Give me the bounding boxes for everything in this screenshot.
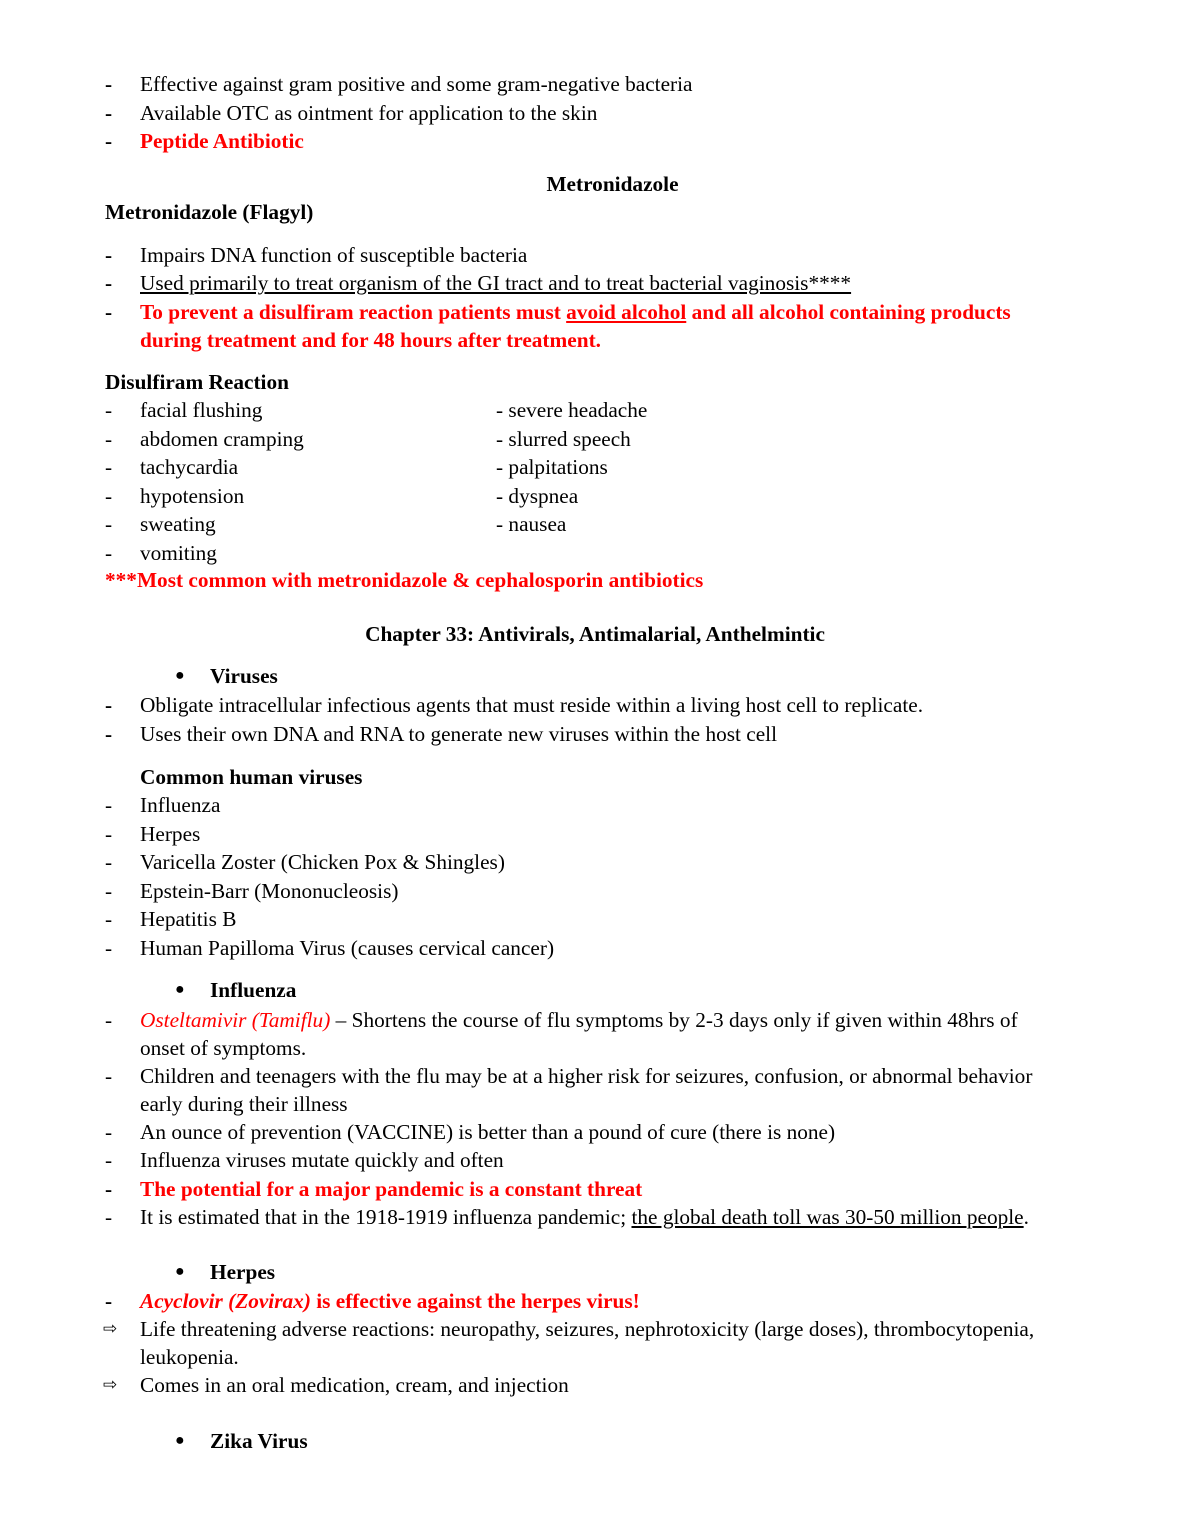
dash-marker: - bbox=[105, 101, 113, 125]
arrow-list-item bbox=[0, 1371, 1190, 1399]
virus-list-item bbox=[0, 877, 1190, 905]
list-item-text: Impairs DNA function of susceptible bacteria bbox=[140, 243, 528, 267]
dash-marker: - bbox=[105, 1120, 113, 1144]
virus-name: Epstein-Barr (Mononucleosis) bbox=[140, 879, 399, 903]
symptom-right: - severe headache bbox=[496, 398, 648, 422]
list-item bbox=[0, 691, 1190, 719]
list-item bbox=[0, 70, 1190, 98]
list-item bbox=[0, 99, 1190, 127]
symptom-row bbox=[0, 510, 1190, 538]
bullet-heading-text: Influenza bbox=[210, 978, 297, 1002]
tamiflu-drug-name: Osteltamivir (Tamiflu) bbox=[140, 1008, 331, 1032]
dash-marker: - bbox=[105, 722, 113, 746]
tamiflu-line bbox=[140, 1006, 1018, 1034]
bullet-heading-influenza bbox=[0, 976, 1190, 1004]
list-item bbox=[0, 127, 1190, 155]
estimate-text: It is estimated that in the 1918-1919 influenza pandemic; bbox=[140, 1205, 632, 1229]
virus-list-item bbox=[0, 848, 1190, 876]
dash-marker: - bbox=[105, 850, 113, 874]
section-title-metronidazole: Metronidazole bbox=[546, 172, 679, 196]
bullet-heading-text: Herpes bbox=[210, 1260, 276, 1284]
list-item-text: Effective against gram positive and some gram-negative bacteria bbox=[140, 72, 693, 96]
list-item-text: Used primarily to treat organism of the GI tract and to treat bacterial vaginosis**** bbox=[140, 271, 852, 295]
dash-marker: - bbox=[105, 693, 113, 717]
list-item-continuation bbox=[0, 1034, 1190, 1062]
list-item-continuation bbox=[0, 1090, 1190, 1118]
list-item bbox=[0, 1062, 1190, 1090]
avoid-alcohol-text: avoid alcohol bbox=[566, 300, 687, 324]
symptom-row bbox=[0, 539, 1190, 567]
dash-marker: - bbox=[105, 455, 113, 479]
right-arrow-icon: ⇨ bbox=[103, 1375, 118, 1395]
list-item bbox=[0, 269, 1190, 297]
symptom-row bbox=[0, 482, 1190, 510]
estimate-period: . bbox=[1023, 1205, 1029, 1229]
dash-marker: - bbox=[105, 1148, 113, 1172]
pandemic-estimate bbox=[140, 1203, 1029, 1231]
virus-name: Influenza bbox=[140, 793, 221, 817]
virus-list-item bbox=[0, 791, 1190, 819]
peptide-antibiotic-text: Peptide Antibiotic bbox=[140, 129, 304, 153]
disulfiram-note-text: ***Most common with metronidazole & cephalosporin antibiotics bbox=[105, 568, 704, 592]
virus-list-item bbox=[0, 905, 1190, 933]
list-item-text: Life threatening adverse reactions: neuropathy, seizures, nephrotoxicity (large doses), thrombocytopenia, bbox=[140, 1317, 1035, 1341]
symptom-left: facial flushing bbox=[140, 398, 263, 422]
drug-heading bbox=[0, 198, 1190, 226]
list-item-text-line2: early during their illness bbox=[140, 1092, 348, 1116]
list-item-text-line2: leukopenia. bbox=[140, 1345, 239, 1369]
list-item-text: Uses their own DNA and RNA to generate new viruses within the host cell bbox=[140, 722, 778, 746]
dash-marker: - bbox=[105, 484, 113, 508]
list-item bbox=[0, 1203, 1190, 1231]
dash-marker: - bbox=[105, 1177, 113, 1201]
bullet-dot-icon: ● bbox=[175, 1263, 185, 1280]
acyclovir-line bbox=[140, 1287, 640, 1315]
dash-marker: - bbox=[105, 1289, 113, 1313]
list-item-text: Available OTC as ointment for application to the skin bbox=[140, 101, 598, 125]
dash-marker: - bbox=[105, 512, 113, 536]
virus-name: Herpes bbox=[140, 822, 201, 846]
dash-marker: - bbox=[105, 398, 113, 422]
list-item bbox=[0, 1146, 1190, 1174]
list-item-text: Obligate intracellular infectious agents that must reside within a living host cell to replicate. bbox=[140, 693, 924, 717]
bullet-dot-icon: ● bbox=[175, 667, 185, 684]
dash-marker: - bbox=[105, 907, 113, 931]
bullet-heading-text: Viruses bbox=[210, 664, 278, 688]
dash-marker: - bbox=[105, 936, 113, 960]
list-item-text: Influenza viruses mutate quickly and often bbox=[140, 1148, 504, 1172]
chapter-title: Chapter 33: Antivirals, Antimalarial, Anthelmintic bbox=[365, 622, 825, 646]
list-item-text: Children and teenagers with the flu may be at a higher risk for seizures, confusion, or abnormal behavior bbox=[140, 1064, 1033, 1088]
acyclovir-drug-name: Acyclovir (Zovirax) bbox=[140, 1289, 311, 1313]
symptom-row bbox=[0, 396, 1190, 424]
symptom-right: - nausea bbox=[496, 512, 567, 536]
common-viruses-heading-text: Common human viruses bbox=[140, 765, 363, 789]
virus-name: Human Papilloma Virus (causes cervical cancer) bbox=[140, 936, 555, 960]
dash-marker: - bbox=[105, 1064, 113, 1088]
virus-list-item bbox=[0, 820, 1190, 848]
list-item-text: Comes in an oral medication, cream, and injection bbox=[140, 1373, 569, 1397]
list-item bbox=[0, 720, 1190, 748]
list-item bbox=[0, 298, 1190, 326]
bullet-heading-viruses bbox=[0, 662, 1190, 690]
disulfiram-note bbox=[0, 566, 1190, 594]
virus-name: Varicella Zoster (Chicken Pox & Shingles) bbox=[140, 850, 505, 874]
symptom-right: - slurred speech bbox=[496, 427, 631, 451]
warning-text-line2: during treatment and for 48 hours after treatment. bbox=[140, 328, 601, 352]
warning-text: To prevent a disulfiram reaction patients must bbox=[140, 300, 567, 324]
symptom-right: - palpitations bbox=[496, 455, 608, 479]
symptom-left: tachycardia bbox=[140, 455, 239, 479]
dash-marker: - bbox=[105, 427, 113, 451]
dash-marker: - bbox=[105, 129, 113, 153]
death-toll-text: the global death toll was 30-50 million people bbox=[631, 1205, 1024, 1229]
arrow-list-item bbox=[0, 1315, 1190, 1343]
pandemic-threat-text: The potential for a major pandemic is a constant threat bbox=[140, 1177, 643, 1201]
list-item bbox=[0, 241, 1190, 269]
symptom-left: sweating bbox=[140, 512, 216, 536]
list-item bbox=[0, 1006, 1190, 1034]
list-item bbox=[0, 1118, 1190, 1146]
drug-heading-text: Metronidazole (Flagyl) bbox=[105, 200, 314, 224]
dash-marker: - bbox=[105, 1008, 113, 1032]
dash-marker: - bbox=[105, 879, 113, 903]
acyclovir-description: is effective against the herpes virus! bbox=[310, 1289, 640, 1313]
virus-name: Hepatitis B bbox=[140, 907, 237, 931]
dash-marker: - bbox=[105, 793, 113, 817]
list-item bbox=[0, 1175, 1190, 1203]
dash-marker: - bbox=[105, 72, 113, 96]
symptom-right: - dyspnea bbox=[496, 484, 579, 508]
disulfiram-warning bbox=[140, 298, 1011, 326]
tamiflu-description: – Shortens the course of flu symptoms by 2-3 days only if given within 48hrs of bbox=[330, 1008, 1018, 1032]
list-item bbox=[0, 1287, 1190, 1315]
tamiflu-description-line2: onset of symptoms. bbox=[140, 1036, 307, 1060]
right-arrow-icon: ⇨ bbox=[103, 1319, 118, 1339]
bullet-dot-icon: ● bbox=[175, 981, 185, 998]
warning-text-cont: and all alcohol containing products bbox=[686, 300, 1011, 324]
symptom-row bbox=[0, 453, 1190, 481]
disulfiram-heading-text: Disulfiram Reaction bbox=[105, 370, 289, 394]
bullet-dot-icon: ● bbox=[175, 1432, 185, 1449]
dash-marker: - bbox=[105, 243, 113, 267]
dash-marker: - bbox=[105, 271, 113, 295]
dash-marker: - bbox=[105, 541, 113, 565]
dash-marker: - bbox=[105, 300, 113, 324]
symptom-left: vomiting bbox=[140, 541, 217, 565]
list-item-text: An ounce of prevention (VACCINE) is better than a pound of cure (there is none) bbox=[140, 1120, 836, 1144]
symptom-left: abdomen cramping bbox=[140, 427, 304, 451]
symptom-left: hypotension bbox=[140, 484, 245, 508]
dash-marker: - bbox=[105, 822, 113, 846]
arrow-list-item-continuation bbox=[0, 1343, 1190, 1371]
dash-marker: - bbox=[105, 1205, 113, 1229]
bullet-heading-zika bbox=[0, 1427, 1190, 1455]
disulfiram-heading bbox=[0, 368, 1190, 396]
symptom-row bbox=[0, 425, 1190, 453]
virus-list-item bbox=[0, 934, 1190, 962]
common-viruses-heading bbox=[0, 763, 1190, 791]
bullet-heading-text: Zika Virus bbox=[210, 1429, 308, 1453]
list-item-continuation bbox=[0, 326, 1190, 354]
bullet-heading-herpes bbox=[0, 1258, 1190, 1286]
